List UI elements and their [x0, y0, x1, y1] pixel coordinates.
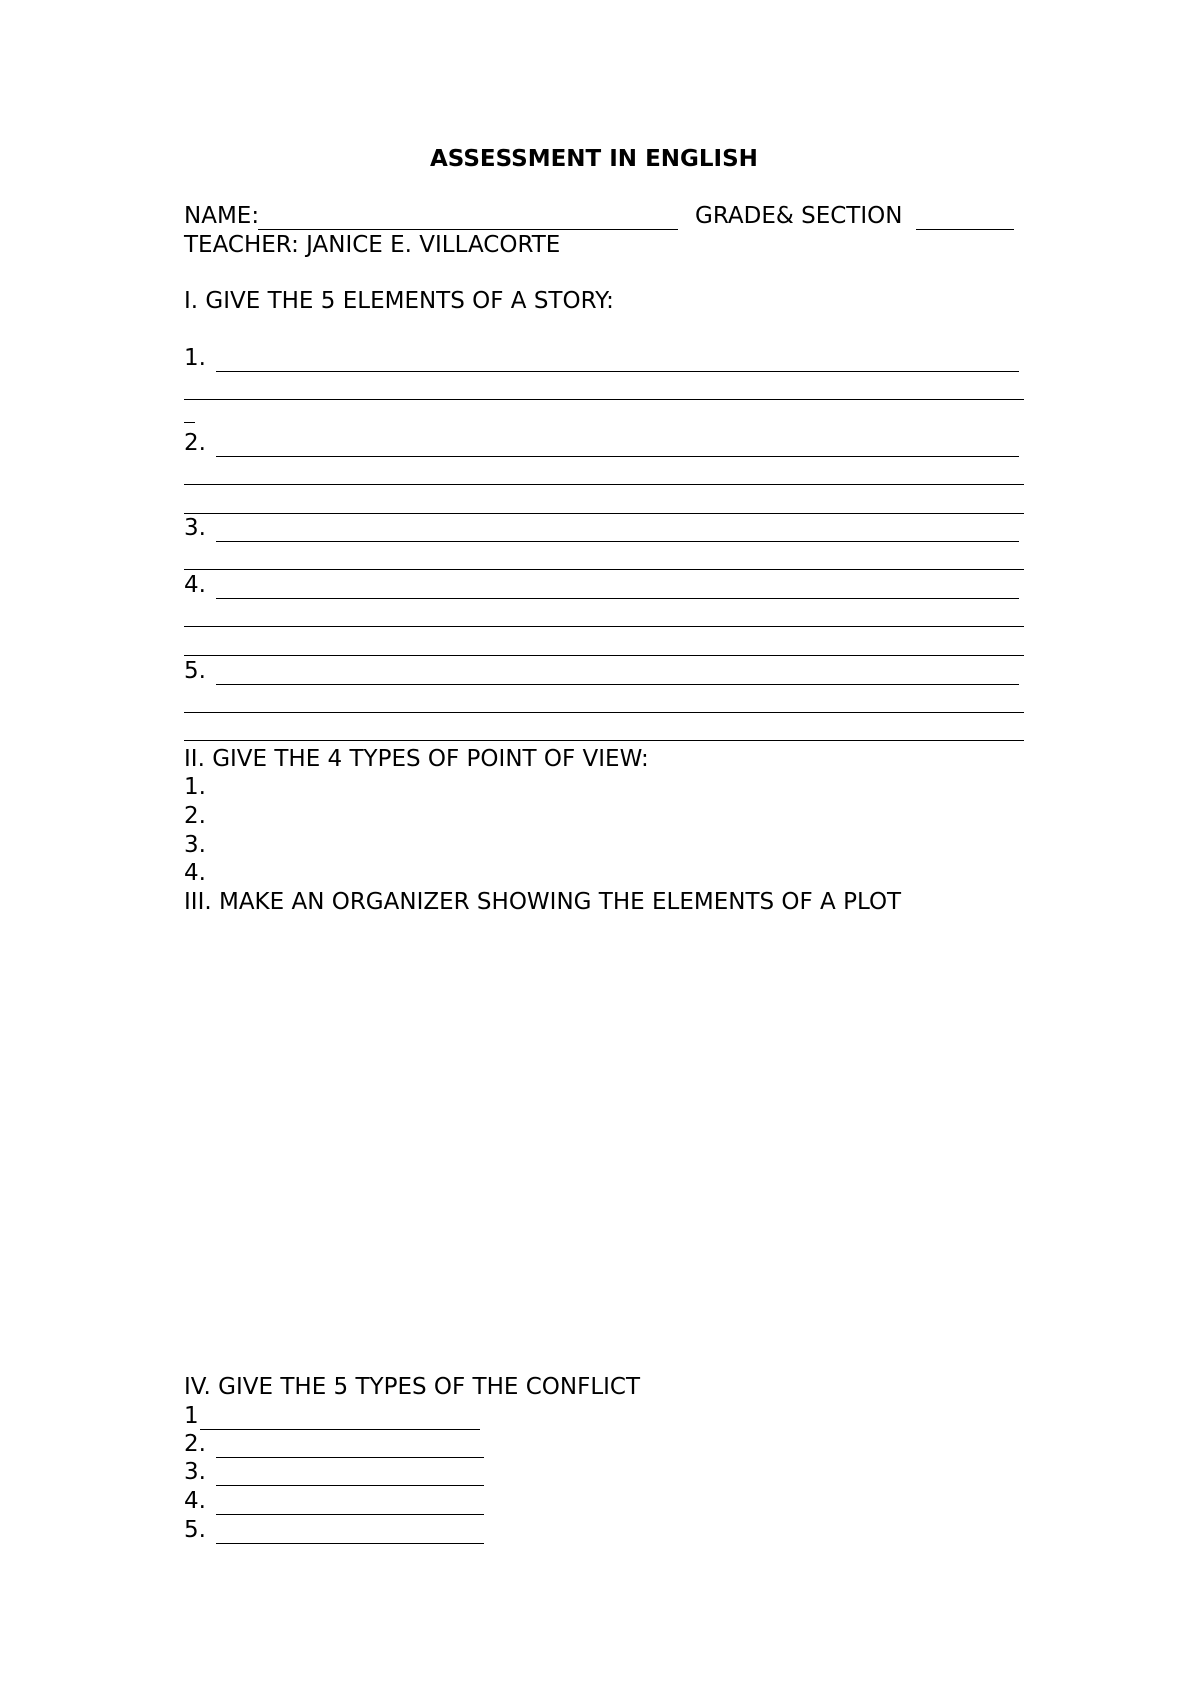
stray-underscore-mark — [184, 422, 195, 423]
page-title: ASSESSMENT IN ENGLISH — [430, 146, 758, 172]
answer-line[interactable] — [216, 598, 1019, 599]
section-2-item-number: 3. — [184, 832, 206, 858]
teacher-line: TEACHER: JANICE E. VILLACORTE — [184, 232, 561, 258]
section-1-item-number: 3. — [184, 515, 206, 541]
section-1-heading: I. GIVE THE 5 ELEMENTS OF A STORY: — [184, 288, 614, 314]
section-1-item-number: 4. — [184, 572, 206, 598]
section-4-heading: IV. GIVE THE 5 TYPES OF THE CONFLICT — [184, 1374, 641, 1400]
section-2-item-number: 2. — [184, 803, 206, 829]
answer-line[interactable] — [184, 399, 1024, 400]
section-1-item-number: 5. — [184, 658, 206, 684]
answer-line[interactable] — [184, 513, 1024, 514]
section-2-heading: II. GIVE THE 4 TYPES OF POINT OF VIEW: — [184, 746, 649, 772]
grade-section-label: GRADE& SECTION — [695, 203, 903, 229]
answer-line[interactable] — [216, 1485, 484, 1486]
answer-line[interactable] — [216, 541, 1019, 542]
section-4-item-number: 5. — [184, 1517, 206, 1543]
grade-section-blank[interactable] — [916, 229, 1014, 230]
answer-line[interactable] — [200, 1429, 480, 1430]
name-blank[interactable] — [258, 229, 678, 230]
answer-line[interactable] — [216, 684, 1019, 685]
section-4-item-number: 2. — [184, 1431, 206, 1457]
section-4-item-number: 3. — [184, 1459, 206, 1485]
section-2-item-number: 4. — [184, 860, 206, 886]
answer-line[interactable] — [184, 712, 1024, 713]
answer-line[interactable] — [184, 626, 1024, 627]
name-label: NAME: — [184, 203, 260, 229]
section-4-item-number: 1 — [184, 1403, 199, 1429]
section-4-item-number: 4. — [184, 1488, 206, 1514]
answer-line[interactable] — [216, 371, 1019, 372]
answer-line[interactable] — [184, 655, 1024, 656]
answer-line[interactable] — [184, 484, 1024, 485]
answer-line[interactable] — [216, 1457, 484, 1458]
answer-line[interactable] — [216, 456, 1019, 457]
section-3-heading: III. MAKE AN ORGANIZER SHOWING THE ELEMENTS OF A PLOT — [184, 889, 902, 915]
section-1-item-number: 2. — [184, 430, 206, 456]
answer-line[interactable] — [216, 1514, 484, 1515]
answer-line[interactable] — [184, 569, 1024, 570]
section-1-item-number: 1. — [184, 345, 206, 371]
section-2-item-number: 1. — [184, 774, 206, 800]
answer-line[interactable] — [216, 1543, 484, 1544]
answer-line[interactable] — [184, 740, 1024, 741]
